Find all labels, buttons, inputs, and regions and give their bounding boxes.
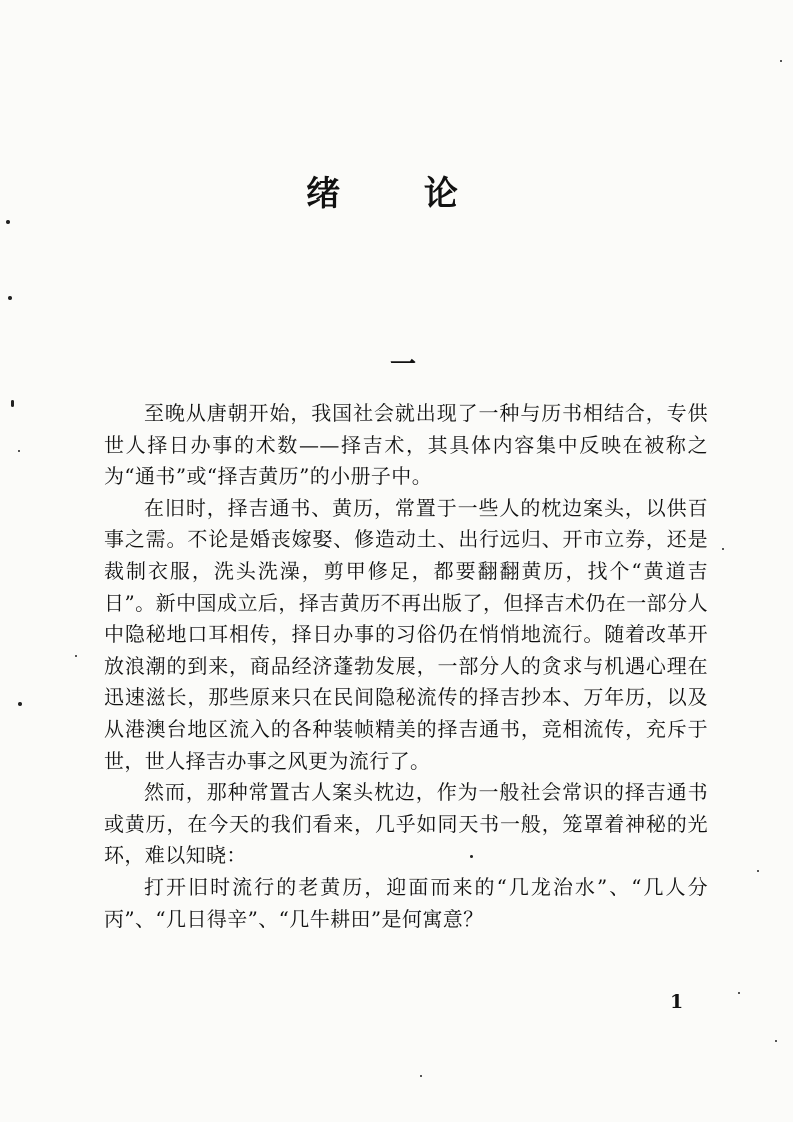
scan-speck <box>420 1075 422 1077</box>
section-number: 一 <box>389 350 416 380</box>
scan-speck <box>722 548 724 550</box>
scan-speck <box>775 1040 777 1042</box>
paragraph: 在旧时，择吉通书、黄历，常置于一些人的枕边案头，以供百事之需。不论是婚丧嫁娶、修造动土、出行远归、开市立券，还是裁制衣服，洗头洗澡，剪甲修足，都要翻翻黄历，找个“黄道吉日”。新中国成立后，择吉黄历不再出版了，但择吉术仍在一部分人中隐秘地口耳相传，择日办事的习俗仍在悄悄地流行。随着改革开放浪潮的到来，商品经济蓬勃发展，一部分人的贪求与机遇心理在迅速滋长，那些原来只在民间隐秘流传的择吉抄本、万年历，以及从港澳台地区流入的各种装帧精美的择吉通书，竞相流传，充斥于世，世人择吉办事之风更为流行了。 <box>104 495 708 773</box>
paragraph: 然而，那种常置古人案头枕边，作为一般社会常识的择吉通书或黄历，在今天的我们看来，几乎如同天书一般，笼罩着神秘的光环，难以知晓： <box>104 780 708 868</box>
paragraph: 至晚从唐朝开始，我国社会就出现了一种与历书相结合，专供世人择日办事的术数——择吉术，其具体内容集中反映在被称之为“通书”或“择吉黄历”的小册子中。 <box>104 401 708 489</box>
chapter-title: 绪 论 <box>306 174 494 214</box>
scan-speck <box>780 60 782 62</box>
body-text <box>104 398 708 935</box>
page-number: 1 <box>670 991 684 1013</box>
scan-speck <box>470 855 473 858</box>
scan-speck <box>75 655 77 657</box>
scan-speck <box>18 450 20 452</box>
scan-speck <box>11 400 14 407</box>
scan-speck <box>18 702 22 706</box>
paragraph: 打开旧时流行的老黄历，迎面而来的“几龙治水”、“几人分丙”、“几日得辛”、“几牛耕田”是何寓意？ <box>104 874 708 931</box>
scan-speck <box>6 220 10 224</box>
scan-speck <box>757 870 759 872</box>
scan-speck <box>738 992 740 994</box>
scan-speck <box>8 296 12 300</box>
